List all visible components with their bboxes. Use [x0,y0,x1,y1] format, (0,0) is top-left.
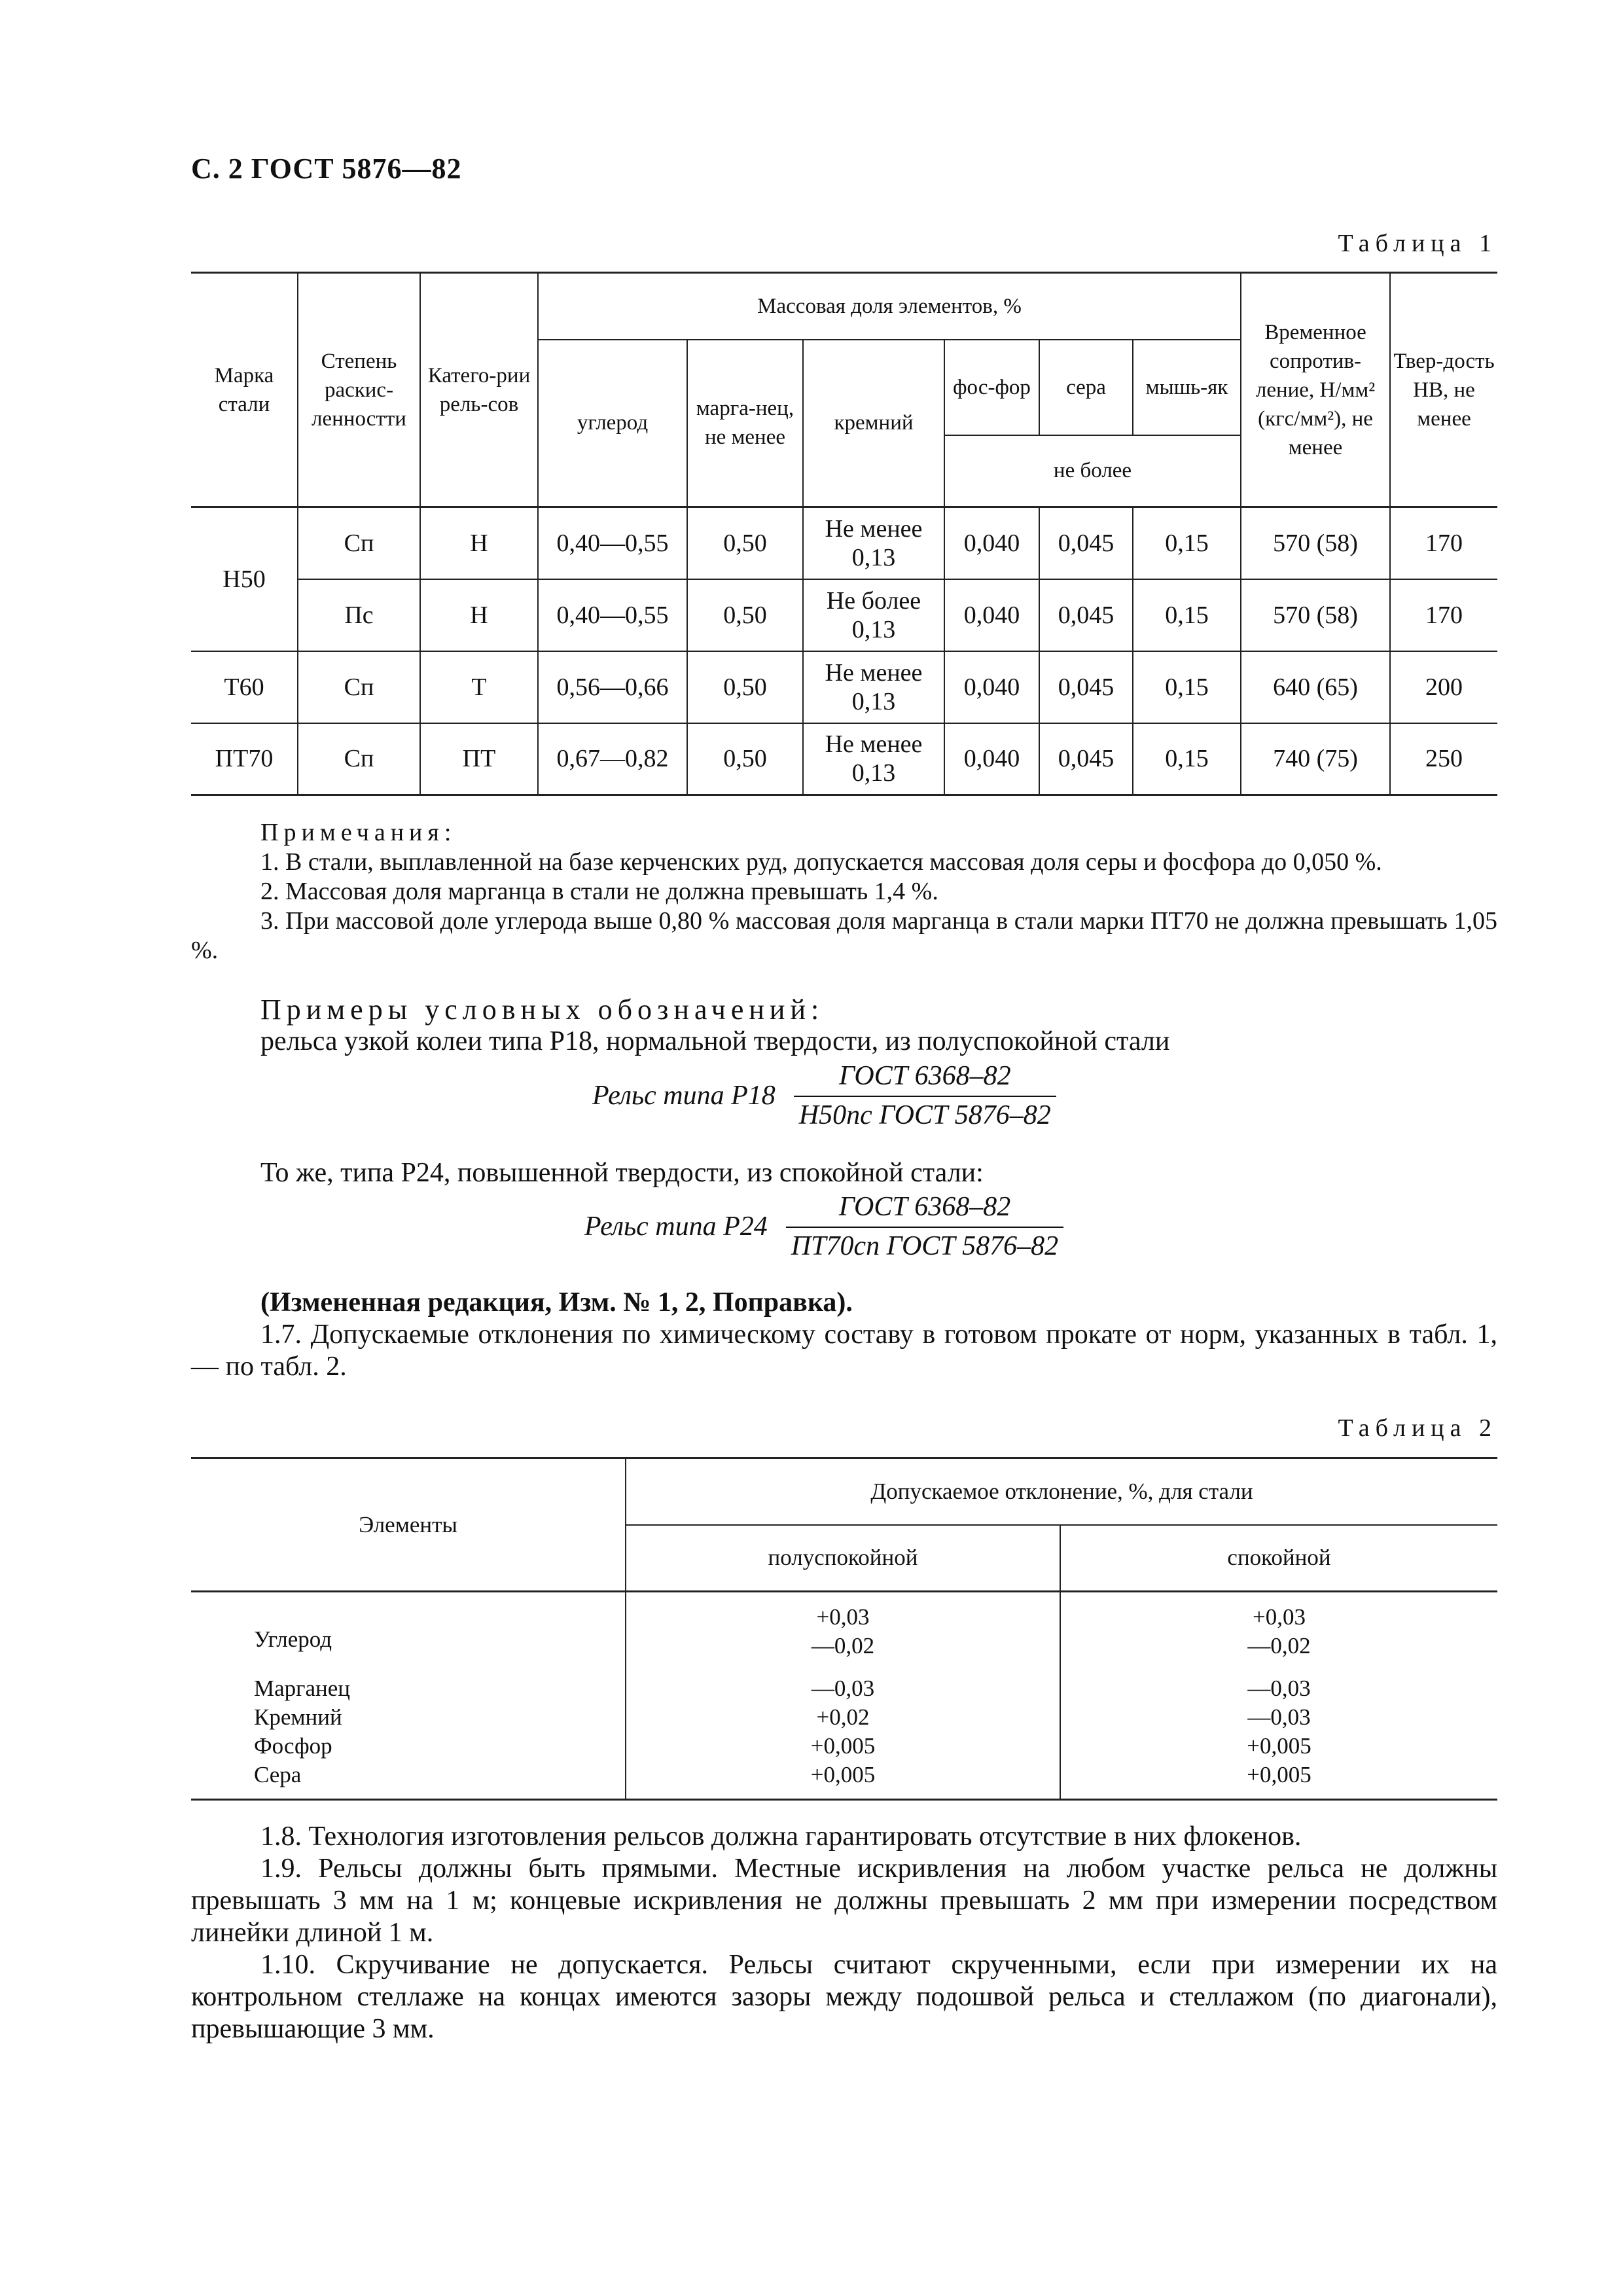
cell-sulfur: 0,045 [1039,651,1133,723]
t2-elements-list [191,1661,626,1800]
cell-grade: Т60 [191,651,298,723]
cell-arsenic: 0,15 [1133,723,1241,795]
formula2-denominator: ПТ70сп ГОСТ 5876–82 [786,1227,1063,1262]
notes-title: Примечания: [260,819,457,846]
cell-manganese: 0,50 [687,651,803,723]
th-semi-calm: полуспокойной [626,1525,1060,1592]
cell-grade: Н50 [191,507,298,651]
th-arsenic: мышь-як [1133,340,1241,435]
example1-text: рельса узкой колеи типа Р18, нормальной твердости, из полуспокойной стали [260,1026,1170,1056]
designation-formula-1 [592,1060,1056,1131]
t2-calm-value: —0,03 [1247,1676,1311,1701]
table-row [191,651,1497,723]
cell-silicon: Не менее 0,13 [803,723,944,795]
formula1-denominator: Н50пс ГОСТ 5876–82 [794,1096,1056,1131]
cell-strength: 570 (58) [1241,579,1390,651]
cell-carbon: 0,67—0,82 [538,723,687,795]
paragraph-1-7: 1.7. Допускаемые отклонения по химическому составу в готовом прокате от норм, указанных в табл. 1, — по табл. 2. [191,1319,1497,1382]
paragraph-1-8: 1.8. Технология изготовления рельсов должна гарантировать отсутствие в них флокенов. [260,1821,1302,1852]
th-mass-fraction: Массовая доля элементов, % [538,273,1241,340]
note-item: 2. Массовая доля марганца в стали не должна превышать 1,4 %. [260,878,938,905]
designation-formula-2 [584,1191,1063,1262]
t2-calm-value: +0,005 [1247,1733,1311,1759]
cell-deox: Сп [298,507,420,579]
paragraph-1-10: 1.10. Скручивание не допускается. Рельсы считают скрученными, если при измерении их на контрольном стеллаже на концах имеются зазоры между подошвой рельса и стеллажом (по диагонали), превышающие 3 мм. [191,1950,1497,2044]
cell-strength: 640 (65) [1241,651,1390,723]
cell-strength: 740 (75) [1241,723,1390,795]
t2-element-name: Марганец [254,1676,351,1701]
th-deviation: Допускаемое отклонение, %, для стали [626,1458,1497,1525]
table-row [191,1661,1497,1800]
cell-category: Н [420,507,538,579]
formula1-fraction [794,1060,1056,1131]
cell-category: Н [420,579,538,651]
cell-silicon: Не более 0,13 [803,579,944,651]
th-carbon: углерод [538,340,687,507]
examples-block [191,994,1497,1058]
cell-arsenic: 0,15 [1133,651,1241,723]
cell-phosphorus: 0,040 [944,723,1039,795]
t2-calm-value: —0,03 [1247,1704,1311,1730]
formula2-prefix: Рельс типа Р24 [584,1211,768,1242]
cell-manganese: 0,50 [687,507,803,579]
th-not-more: не более [944,435,1241,507]
t2-element-name: Сера [254,1762,302,1787]
cell-phosphorus: 0,040 [944,579,1039,651]
table-row [191,579,1497,651]
cell-grade: ПТ70 [191,723,298,795]
cell-sulfur: 0,045 [1039,579,1133,651]
cell-manganese: 0,50 [687,723,803,795]
th-strength: Временное сопротив-ление, Н/мм² (кгс/мм²), не менее [1241,273,1390,507]
th-elements: Элементы [191,1458,626,1592]
table2-label: Таблица 2 [1338,1414,1497,1442]
paragraph-1-9: 1.9. Рельсы должны быть прямыми. Местные искривления на любом участке рельса не должны превышать 3 мм на 1 м; концевые искривления не должны превышать 2 мм при измерении посредством линейки длиной 1 м. [191,1854,1497,1948]
cell-arsenic: 0,15 [1133,579,1241,651]
cell-sulfur: 0,045 [1039,723,1133,795]
t2-semi-value: +0,005 [810,1733,876,1759]
table-row [191,507,1497,579]
t2-semi-value: +0,02 [816,1704,870,1730]
cell-hardness: 200 [1390,651,1497,723]
table2 [191,1457,1497,1801]
t2-calm-minus: —0,02 [1247,1633,1311,1659]
th-manganese: марга-нец, не менее [687,340,803,507]
example2-text: То же, типа Р24, повышенной твердости, из спокойной стали: [260,1158,984,1188]
t2-semi-value: +0,005 [810,1762,876,1787]
t2-semi [626,1592,1060,1662]
notes-block [191,818,1497,965]
th-calm: спокойной [1060,1525,1497,1592]
formula1-prefix: Рельс типа Р18 [592,1081,776,1111]
th-hardness: Твер-дость НВ, не менее [1390,273,1497,507]
cell-hardness: 250 [1390,723,1497,795]
cell-strength: 570 (58) [1241,507,1390,579]
cell-silicon: Не менее 0,13 [803,651,944,723]
cell-phosphorus: 0,040 [944,651,1039,723]
revision-note: (Измененная редакция, Изм. № 1, 2, Поправка). [260,1287,853,1318]
t2-element-name: Углерод [254,1626,332,1652]
t2-element-name: Кремний [254,1704,342,1730]
cell-carbon: 0,40—0,55 [538,579,687,651]
t2-element [191,1592,626,1662]
cell-silicon: Не менее 0,13 [803,507,944,579]
table-row [191,723,1497,795]
cell-hardness: 170 [1390,507,1497,579]
cell-carbon: 0,56—0,66 [538,651,687,723]
formula2-fraction [786,1191,1063,1262]
t2-calm [1060,1592,1497,1662]
th-category: Катего-рии рель-сов [420,273,538,507]
note-item: 1. В стали, выплавленной на базе керченских руд, допускается массовая доля серы и фосфора до 0,050 %. [260,848,1382,876]
cell-category: ПТ [420,723,538,795]
page-header: С. 2 ГОСТ 5876—82 [191,152,462,185]
th-deox: Степень раскис-ленностти [298,273,420,507]
th-sulfur: сера [1039,340,1133,435]
t2-calm-value: +0,005 [1247,1762,1311,1787]
formula2-numerator: ГОСТ 6368–82 [838,1192,1011,1222]
cell-deox: Пс [298,579,420,651]
formula1-numerator: ГОСТ 6368–82 [839,1061,1011,1091]
cell-hardness: 170 [1390,579,1497,651]
th-grade: Марка стали [191,273,298,507]
table-row [191,1592,1497,1662]
table1 [191,272,1497,796]
t2-semi-list [626,1661,1060,1800]
cell-carbon: 0,40—0,55 [538,507,687,579]
example2-block [191,1157,1497,1189]
th-phosphorus: фос-фор [944,340,1039,435]
t2-semi-minus: —0,02 [811,1633,875,1659]
cell-sulfur: 0,045 [1039,507,1133,579]
t2-calm-plus: +0,03 [1253,1604,1306,1630]
closing-paragraphs [191,1821,1497,2045]
table1-label: Таблица 1 [1338,230,1497,257]
cell-phosphorus: 0,040 [944,507,1039,579]
cell-manganese: 0,50 [687,579,803,651]
t2-semi-plus: +0,03 [816,1604,870,1630]
t2-element-name: Фосфор [254,1733,332,1759]
cell-deox: Сп [298,651,420,723]
examples-title: Примеры условных обозначений: [260,994,825,1026]
th-silicon: кремний [803,340,944,507]
revision-block [191,1287,1497,1383]
note-item: 3. При массовой доле углерода выше 0,80 % массовая доля марганца в стали марки ПТ70 не должна превышать 1,05 %. [191,907,1497,964]
t2-calm-list [1060,1661,1497,1800]
cell-category: Т [420,651,538,723]
cell-arsenic: 0,15 [1133,507,1241,579]
cell-deox: Сп [298,723,420,795]
t2-semi-value: —0,03 [811,1676,875,1701]
